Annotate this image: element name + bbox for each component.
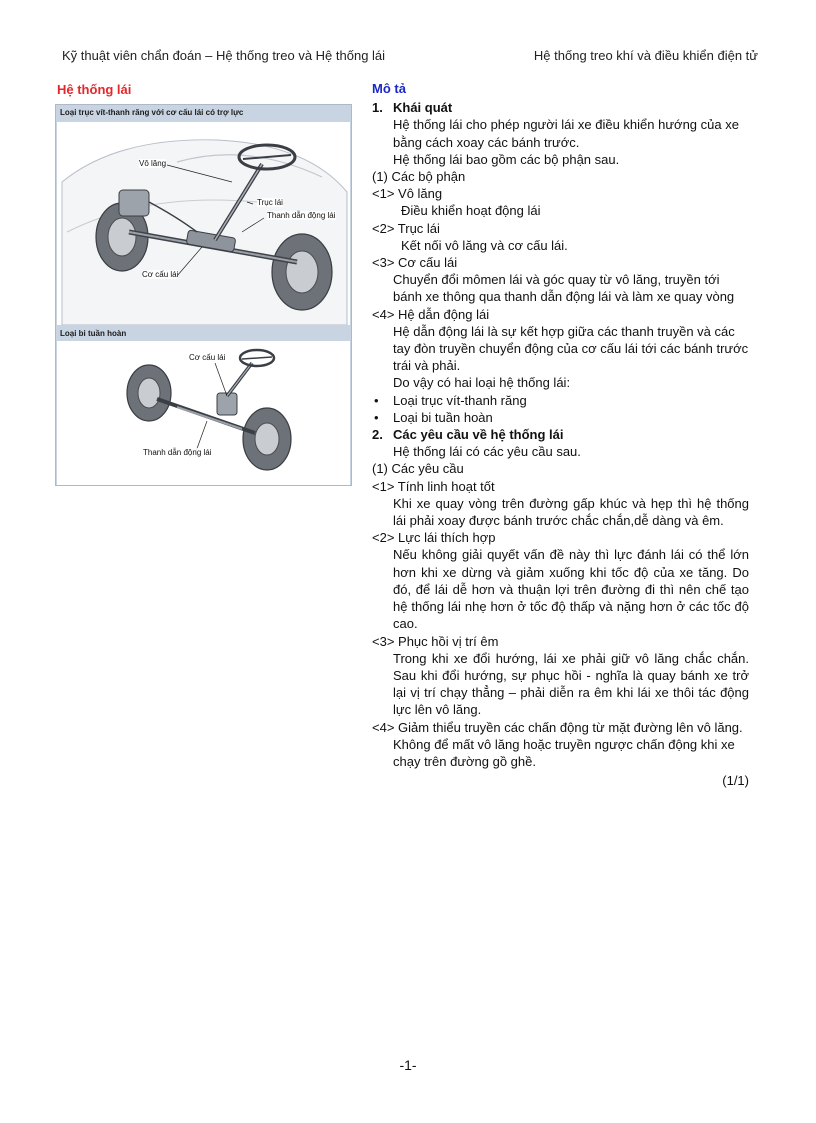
figure-box <box>55 104 352 486</box>
fig2-label-co-cau: Cơ cấu lái <box>189 353 226 362</box>
fig1-label-vo-lang: Vô lăng <box>139 159 167 168</box>
section-1-title: Khái quát <box>393 100 453 116</box>
item-3-title: <3> Cơ cấu lái <box>372 255 458 271</box>
figure2-caption: Loại bi tuần hoàn <box>60 329 127 338</box>
section-2-title: Các yêu cầu về hệ thống lái <box>393 427 564 443</box>
fig1-label-truc-lai: Trục lái <box>257 198 283 207</box>
list-item: • Loại bi tuần hoàn <box>372 409 749 426</box>
s1-subheading: (1) Các bộ phận <box>372 169 466 185</box>
item-4-title: <4> Hệ dẫn động lái <box>372 306 490 322</box>
req-3-body: Trong khi xe đổi hướng, lái xe phải giữ vô lăng chắc chắn. Sau khi đổi hướng, sự phục hồi - nghĩa là quay bánh xe trở lại vị trí chạy thẳng – phải diễn ra êm khi lái xe thôi tác động lực lên vô lăng. <box>393 650 749 718</box>
section-title-steering: Hệ thống lái <box>57 82 132 97</box>
section-1-heading <box>372 99 749 116</box>
figure1-illustration <box>57 122 350 325</box>
section-2-heading <box>372 426 749 443</box>
page-reference: (1/1) <box>722 773 749 789</box>
header-left-title: Kỹ thuật viên chẩn đoán – Hệ thống treo và Hệ thống lái <box>62 48 386 63</box>
figure2-illustration <box>57 341 350 485</box>
list-item: • Loại trục vít-thanh răng <box>372 392 749 409</box>
item-1-title: <1> Vô lăng <box>372 186 443 202</box>
recirculating-ball-diagram <box>57 341 350 485</box>
item-4-body-2: Do vậy có hai loại hệ thống lái: <box>393 375 571 391</box>
item-2-body: Kết nối vô lăng và cơ cấu lái. <box>401 237 568 253</box>
item-1-body: Điều khiển hoạt động lái <box>401 203 541 219</box>
s2-subheading: (1) Các yêu cầu <box>372 461 464 477</box>
s1-paragraph-2: Hệ thống lái bao gồm các bộ phận sau. <box>393 151 620 167</box>
req-2-body: Nếu không giải quyết vấn đề này thì lực đánh lái có thể lớn hơn khi xe dừng và giảm xuống khi tốc độ của xe tăng. Do đó, để lái dễ hơn và thuận lợi trên đường đi thì nên chế tạo hệ thống lái nhẹ hơn ở tốc độ thấp và nặng hơn ở các tốc độ cao. <box>393 547 749 632</box>
item-4-body: Hệ dẫn động lái là sự kết hợp giữa các thanh truyền và các tay đòn truyền chuyển động của cơ cấu lái tới các bánh trước trái và phải. <box>393 323 749 374</box>
section-1-number: 1. <box>372 100 383 116</box>
s2-paragraph-1: Hệ thống lái có các yêu cầu sau. <box>393 444 581 460</box>
fig1-label-co-cau: Cơ cấu lái <box>142 270 179 279</box>
item-2-title: <2> Trục lái <box>372 220 440 236</box>
header-right-title: Hệ thống treo khí và điều khiển điện tử <box>533 48 758 63</box>
section-2-number: 2. <box>372 427 383 443</box>
req-4-body: Không để mất vô lăng hoặc truyền ngược chấn động khi xe chạy trên đường gồ ghề. <box>393 736 735 769</box>
figure1-caption: Loại trục vít-thanh răng với cơ cấu lái có trợ lực <box>60 108 244 117</box>
item-3-body: Chuyển đổi mômen lái và góc quay từ vô lăng, truyền tới bánh xe thông qua thanh dẫn động lái và làm xe quay vòng <box>393 272 735 305</box>
req-1-body: Khi xe quay vòng trên đường gấp khúc và hẹp thì hệ thống lái phải xoay được bánh trước chắc chắn,dễ dàng và êm. <box>393 495 749 529</box>
req-1-title: <1> Tính linh hoạt tốt <box>372 478 495 494</box>
fig2-label-thanh-dan: Thanh dẫn động lái <box>143 448 212 457</box>
description-column <box>372 80 749 789</box>
fig1-label-thanh-dan: Thanh dẫn động lái <box>267 211 336 220</box>
req-3-title: <3> Phục hồi vị trí êm <box>372 633 499 649</box>
s1-paragraph-1: Hệ thống lái cho phép người lái xe điều khiển hướng của xe bằng cách xoay các bánh trước. <box>393 117 739 150</box>
description-title: Mô tả <box>372 81 406 96</box>
rack-pinion-steering-diagram <box>57 122 350 325</box>
req-2-title: <2> Lực lái thích hợp <box>372 530 496 546</box>
page-number: -1- <box>399 1057 417 1073</box>
req-4-title: <4> Giảm thiểu truyền các chấn động từ mặt đường lên vô lăng. <box>372 719 743 735</box>
